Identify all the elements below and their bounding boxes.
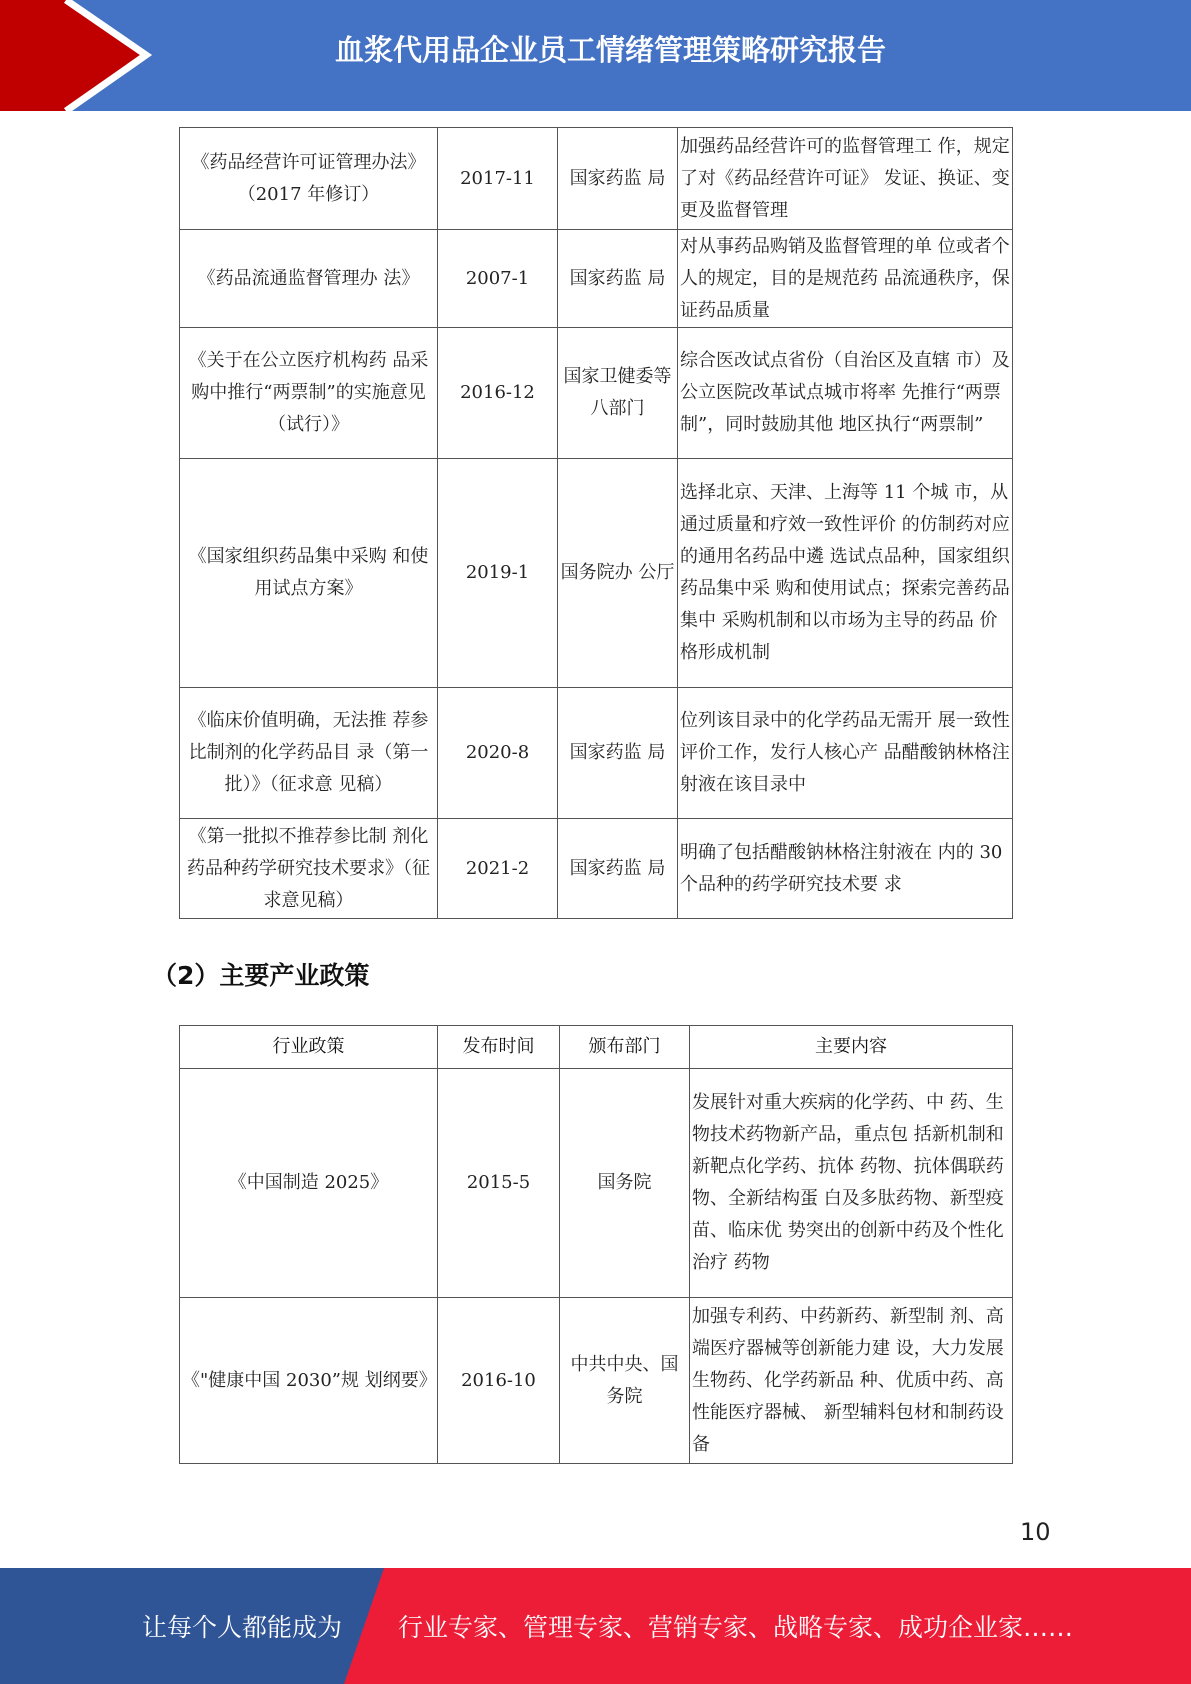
policy-content-cell: 加强药品经营许可的监督管理工 作，规定了对《药品经营许可证》 发证、换证、变更及监督管理 xyxy=(678,128,1013,230)
table-header-row xyxy=(180,1026,1013,1069)
policy-date-cell: 2007-1 xyxy=(438,230,558,328)
policy-date-cell: 2019-1 xyxy=(438,459,558,688)
policy-date-cell: 2016-10 xyxy=(438,1298,560,1464)
policy-name-cell: 《国家组织药品集中采购 和使用试点方案》 xyxy=(180,459,438,688)
table-row xyxy=(180,128,1013,230)
policy-date-cell: 2015-5 xyxy=(438,1069,560,1298)
policy-name-cell: 《药品经营许可证管理办法》（2017 年修订） xyxy=(180,128,438,230)
policy-department-cell: 国家药监 局 xyxy=(558,688,678,819)
column-header-content: 主要内容 xyxy=(690,1026,1013,1069)
policy-department-cell: 国务院办 公厅 xyxy=(558,459,678,688)
policy-content-cell: 选择北京、天津、上海等 11 个城 市，从通过质量和疗效一致性评价 的仿制药对应的通用名药品中遴 选试点品种，国家组织药品集中采 购和使用试点；探索完善药品集中 采购机制和以市场为主导的药品 价格形成机制 xyxy=(678,459,1013,688)
table-row xyxy=(180,1298,1013,1464)
table-row xyxy=(180,1069,1013,1298)
column-header-department: 颁布部门 xyxy=(560,1026,690,1069)
table-row xyxy=(180,459,1013,688)
policy-table-1 xyxy=(179,127,1013,919)
page-number: 10 xyxy=(1020,1518,1051,1546)
policy-department-cell: 中共中央、国务院 xyxy=(560,1298,690,1464)
policy-date-cell: 2017-11 xyxy=(438,128,558,230)
table-row xyxy=(180,688,1013,819)
policy-name-cell: 《关于在公立医疗机构药 品采购中推行“两票制”的实施意见（试行）》 xyxy=(180,328,438,459)
policy-content-cell: 对从事药品购销及监督管理的单 位或者个人的规定，目的是规范药 品流通秩序，保证药品质量 xyxy=(678,230,1013,328)
section-title: （2）主要产业政策 xyxy=(152,961,370,990)
policy-department-cell: 国家卫健委等八部门 xyxy=(558,328,678,459)
industry-policy-table xyxy=(179,1025,1013,1464)
policy-name-cell: 《药品流通监督管理办 法》 xyxy=(180,230,438,328)
column-header-policy: 行业政策 xyxy=(180,1026,438,1069)
report-title: 血浆代用品企业员工情绪管理策略研究报告 xyxy=(334,33,886,67)
policy-date-cell: 2016-12 xyxy=(438,328,558,459)
policy-name-cell: 《临床价值明确，无法推 荐参比制剂的化学药品目 录（第一批）》（征求意 见稿） xyxy=(180,688,438,819)
table-row xyxy=(180,230,1013,328)
policy-content-cell: 综合医改试点省份（自治区及直辖 市）及公立医院改革试点城市将率 先推行“两票制”，同时鼓励其他 地区执行“两票制” xyxy=(678,328,1013,459)
report-header xyxy=(0,0,1191,111)
policy-date-cell: 2021-2 xyxy=(438,819,558,919)
policy-name-cell: 《"健康中国 2030”规 划纲要》 xyxy=(180,1298,438,1464)
policy-date-cell: 2020-8 xyxy=(438,688,558,819)
policy-content-cell: 位列该目录中的化学药品无需开 展一致性评价工作，发行人核心产 品醋酸钠林格注射液在该目录中 xyxy=(678,688,1013,819)
table-row xyxy=(180,328,1013,459)
policy-name-cell: 《第一批拟不推荐参比制 剂化药品种药学研究技术要求》（征求意见稿） xyxy=(180,819,438,919)
policy-department-cell: 国家药监 局 xyxy=(558,128,678,230)
footer-slogan-left: 让每个人都能成为 xyxy=(142,1613,343,1642)
table-row xyxy=(180,819,1013,919)
policy-content-cell: 发展针对重大疾病的化学药、中 药、生物技术药物新产品，重点包 括新机制和新靶点化学药、抗体 药物、抗体偶联药物、全新结构蛋 白及多肽药物、新型疫苗、临床优 势突出的创新中药及个性化治疗 药物 xyxy=(690,1069,1013,1298)
policy-department-cell: 国家药监 局 xyxy=(558,819,678,919)
footer-slogan-right: 行业专家、管理专家、营销专家、战略专家、成功企业家…… xyxy=(398,1613,1074,1642)
policy-name-cell: 《中国制造 2025》 xyxy=(180,1069,438,1298)
header-arrow-decoration xyxy=(0,0,160,111)
policy-department-cell: 国务院 xyxy=(560,1069,690,1298)
column-header-date: 发布时间 xyxy=(438,1026,560,1069)
policy-content-cell: 明确了包括醋酸钠林格注射液在 内的 30 个品种的药学研究技术要 求 xyxy=(678,819,1013,919)
policy-department-cell: 国家药监 局 xyxy=(558,230,678,328)
policy-content-cell: 加强专利药、中药新药、新型制 剂、高端医疗器械等创新能力建 设，大力发展生物药、化学药新品 种、优质中药、高性能医疗器械、 新型辅料包材和制药设备 xyxy=(690,1298,1013,1464)
footer-banner xyxy=(0,1568,1191,1684)
